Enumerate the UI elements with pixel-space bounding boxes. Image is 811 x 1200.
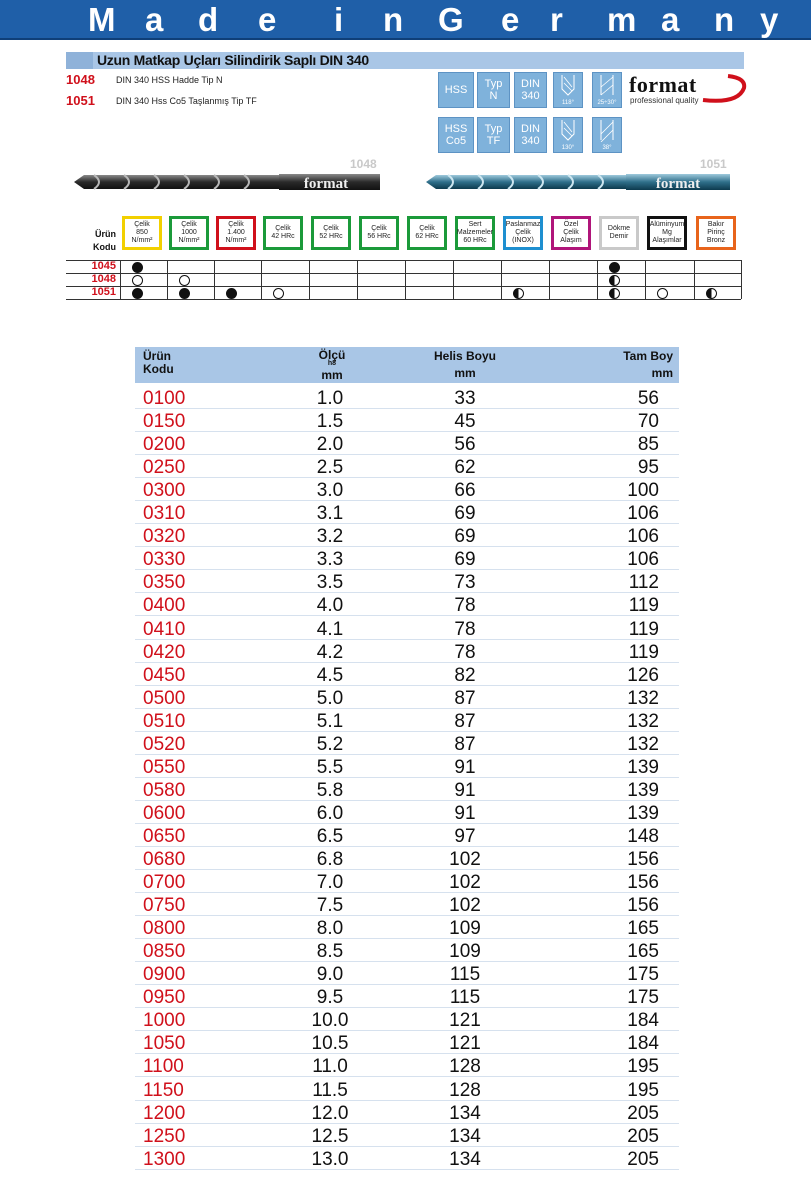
banner-letter: a [145,1,164,38]
table-row [135,569,679,593]
product-code-cell: 0350 [143,572,186,594]
table-rule [167,260,168,299]
size-cell: 4.2 [316,641,344,663]
total-length-cell: 119 [628,641,659,663]
empty-circle-icon [273,288,284,299]
badge-hss-co5: HSS Co5 [438,117,474,153]
total-length-cell: 156 [627,849,659,870]
flute-length-cell: 121 [449,1010,481,1032]
total-length-cell: 70 [637,411,659,433]
product-code-cell: 0580 [143,779,186,801]
material-column-header: Bakır Pirinç Bronz [696,216,736,250]
total-length-cell: 106 [627,549,659,571]
table-rule [120,260,121,299]
empty-circle-icon [132,275,143,286]
table-row [135,708,679,732]
filled-circle-icon [132,288,143,299]
table-row [135,869,679,893]
table-row [135,431,679,455]
drill-image-1051 [426,170,730,194]
size-cell: 4.1 [316,618,344,640]
banner-letter: n [714,1,735,38]
product-code-cell: 1150 [143,1079,184,1101]
table-rule [214,260,215,299]
material-column-header: Dökme Demir [599,216,639,250]
product-code-cell: 0750 [143,895,186,917]
size-cell: 11.0 [312,1056,348,1078]
table-row [135,662,679,686]
material-column-header: Çelik 1.400 N/mm² [216,216,256,250]
product-code-cell: 0300 [143,480,186,502]
banner-letter: M [88,1,116,38]
material-column-header: Çelik 42 HRc [263,216,303,250]
size-cell: 6.0 [316,802,344,824]
flute-length-cell: 109 [449,918,481,940]
material-column-header: Çelik 52 HRc [311,216,351,250]
table-row [135,1077,679,1101]
table-rule [597,260,598,299]
badge-din-340-2: DIN 340 [514,117,547,153]
total-length-cell: 195 [627,1056,659,1078]
drill-label-1051: 1051 [700,157,727,171]
size-cell: 9.0 [316,964,344,986]
half-circle-icon [513,288,524,299]
table-row [135,1007,679,1031]
helix-angle-38-icon: 38° [592,117,622,153]
size-cell: 5.2 [316,733,344,755]
product-code-cell: 0600 [143,802,186,824]
page-title: Uzun Matkap Uçları Silindirik Saplı DIN 340 [97,52,369,68]
table-rule [66,299,741,300]
table-rule [453,260,454,299]
flute-length-cell: 78 [454,618,476,640]
header-flute-length: Helis Boyu [433,349,496,363]
product-code-cell: 0550 [143,756,186,778]
banner-letter: y [760,1,779,38]
made-in-germany-banner [0,0,811,40]
table-row [135,477,679,501]
size-cell: 8.0 [316,918,344,940]
total-length-cell: 205 [627,1102,659,1124]
material-column-header: Paslanmaz Çelik (INOX) [503,216,543,250]
flute-length-cell: 109 [449,941,481,963]
header-total-unit: mm [651,366,673,380]
product-code-cell: 0420 [143,641,186,663]
flute-length-cell: 121 [449,1033,481,1055]
filled-circle-icon [179,288,190,299]
flute-length-cell: 91 [454,779,476,801]
flute-length-cell: 69 [454,549,476,571]
table-row [135,1123,679,1147]
banner-letter: i [334,1,344,38]
flute-length-cell: 78 [454,595,476,617]
flute-length-cell: 56 [454,434,476,456]
product-code-cell: 0400 [143,595,186,617]
table-rule [405,260,406,299]
total-length-cell: 119 [628,595,659,617]
size-cell: 3.0 [316,480,344,502]
total-length-cell: 119 [628,618,659,640]
banner-letter: a [661,1,680,38]
badge-din-340: DIN 340 [514,72,547,108]
size-cell: 1.0 [316,388,344,409]
size-cell: 2.5 [316,457,344,479]
banner-letter: G [438,1,464,38]
drill-shank-text-1048: format [303,176,349,192]
table-rule [694,260,695,299]
product-code-cell: 0200 [143,434,186,456]
material-column-header: Çelik 62 HRc [407,216,447,250]
size-cell: 5.0 [316,687,344,709]
total-length-cell: 175 [627,964,659,986]
size-cell: 4.0 [316,595,344,617]
size-cell: 10.0 [311,1010,349,1032]
drill-label-1048: 1048 [350,157,377,171]
header-size-tolerance: h8 [327,360,337,367]
product-code-cell: 0410 [143,618,186,640]
size-cell: 6.5 [316,825,344,847]
flute-length-cell: 78 [454,641,476,663]
drill-shank-text-1051: format [655,176,701,192]
material-column-header: Çelik 850 N/mm² [122,216,162,250]
header-total-length: Tam Boy [623,349,673,363]
badge-typ-n: Typ N [477,72,510,108]
material-column-header: Sert Malzemeler 60 HRc [455,216,495,250]
product-code-cell: 0310 [143,503,186,525]
total-length-cell: 184 [627,1033,659,1055]
table-row [135,984,679,1008]
product-code-cell: 1000 [143,1010,186,1032]
product-code-cell: 0450 [143,664,186,686]
flute-length-cell: 91 [454,756,476,778]
total-length-cell: 132 [627,733,659,755]
banner-letter: d [198,1,219,38]
table-row [135,731,679,755]
empty-circle-icon [179,275,190,286]
flute-length-cell: 102 [449,872,481,894]
filled-circle-icon [609,262,620,273]
banner-letter: m [607,1,637,38]
table-rule [261,260,262,299]
table-row [135,938,679,962]
product-code-1048: 1048 [66,72,95,87]
header-product-code: Ürün Kodu [143,349,174,376]
point-angle-130-icon: 130° [553,117,583,153]
product-code-cell: 0500 [143,687,186,709]
size-cell: 2.0 [316,434,344,456]
flute-length-cell: 82 [454,664,476,686]
flute-length-cell: 33 [454,388,476,409]
table-row [135,800,679,824]
product-code-cell: 0680 [143,849,186,870]
size-cell: 5.8 [316,779,344,801]
table-row [135,754,679,778]
sizes-table-header [135,347,679,383]
half-circle-icon [609,288,620,299]
size-cell: 12.5 [311,1125,349,1147]
flute-length-cell: 87 [454,733,476,755]
total-length-cell: 112 [628,572,659,594]
material-column-header: Özel Çelik Alaşım [551,216,591,250]
header-size-unit: mm [321,368,343,382]
total-length-cell: 205 [627,1125,659,1147]
half-circle-icon [706,288,717,299]
product-code-cell: 0510 [143,710,186,732]
flute-length-cell: 87 [454,710,476,732]
product-code-cell: 0320 [143,526,186,548]
product-code-cell: 0100 [143,388,186,409]
total-length-cell: 106 [627,526,659,548]
product-code-cell: 0150 [143,411,186,433]
point-angle-118-icon: 118° [553,72,583,108]
flute-length-cell: 134 [449,1125,481,1147]
total-length-cell: 139 [627,779,659,801]
size-cell: 11.5 [312,1079,348,1101]
product-code-cell: 1100 [143,1056,184,1078]
size-cell: 4.5 [316,664,344,686]
material-row-code: 1051 [91,286,116,298]
product-code-cell: 1250 [143,1125,186,1147]
table-row [135,616,679,640]
flute-length-cell: 115 [449,987,481,1009]
header-size: Ölçü [318,348,346,362]
size-cell: 5.1 [316,710,344,732]
format-logo: format professional quality [628,72,748,108]
table-row [135,1053,679,1077]
size-cell: 3.2 [316,526,344,548]
banner-letter: e [258,1,277,38]
flute-length-cell: 73 [454,572,476,594]
flute-length-cell: 134 [449,1102,481,1124]
size-cell: 5.5 [316,756,344,778]
flute-length-cell: 102 [449,849,481,870]
size-cell: 8.5 [316,941,344,963]
product-code-cell: 1200 [143,1102,186,1124]
total-length-cell: 156 [627,895,659,917]
table-row [135,1100,679,1124]
table-row [135,961,679,985]
table-row [135,385,679,409]
total-length-cell: 95 [637,457,659,479]
table-row [135,523,679,547]
drill-image-1048 [74,170,380,194]
filled-circle-icon [132,262,143,273]
table-row [135,500,679,524]
table-rule [645,260,646,299]
total-length-cell: 165 [627,941,659,963]
size-cell: 3.5 [316,572,344,594]
product-code-cell: 0520 [143,733,186,755]
total-length-cell: 126 [627,664,659,686]
total-length-cell: 100 [627,480,659,502]
product-code-cell: 0700 [143,872,186,894]
size-cell: 12.0 [311,1102,349,1124]
total-length-cell: 165 [627,918,659,940]
total-length-cell: 139 [627,802,659,824]
material-column-header: Çelik 56 HRc [359,216,399,250]
size-cell: 13.0 [311,1148,349,1170]
table-rule [741,260,742,299]
product-code-cell: 0900 [143,964,186,986]
total-length-cell: 148 [627,825,659,847]
total-length-cell: 132 [627,710,659,732]
material-row-code: 1045 [91,260,116,272]
table-row [135,777,679,801]
banner-letter: e [501,1,520,38]
flute-length-cell: 66 [454,480,476,502]
total-length-cell: 184 [627,1010,659,1032]
table-row [135,685,679,709]
total-length-cell: 106 [627,503,659,525]
size-cell: 1.5 [316,411,344,433]
total-length-cell: 56 [637,388,659,409]
size-cell: 10.5 [311,1033,349,1055]
flute-length-cell: 69 [454,526,476,548]
table-row [135,454,679,478]
table-row [135,823,679,847]
table-rule [549,260,550,299]
total-length-cell: 175 [627,987,659,1009]
size-cell: 6.8 [316,849,344,870]
size-cell: 3.3 [316,549,344,571]
total-length-cell: 85 [637,434,659,456]
total-length-cell: 156 [627,872,659,894]
badge-hss: HSS [438,72,474,108]
banner-letter: r [550,1,563,38]
flute-length-cell: 87 [454,687,476,709]
helix-angle-25-30-icon: 25÷30° [592,72,622,108]
product-code-cell: 0330 [143,549,186,571]
product-desc-1051: DIN 340 Hss Co5 Taşlanmış Tip TF [116,96,257,106]
table-row [135,1146,679,1170]
flute-length-cell: 45 [454,411,476,433]
table-row [135,546,679,570]
material-row-code: 1048 [91,273,116,285]
product-desc-1048: DIN 340 HSS Hadde Tip N [116,75,223,85]
table-row [135,846,679,870]
product-code-cell: 1050 [143,1033,186,1055]
total-length-cell: 205 [627,1148,659,1170]
flute-length-cell: 128 [449,1079,481,1101]
product-code-cell: 1300 [143,1148,186,1170]
size-cell: 7.0 [316,872,344,894]
material-column-header: Çelik 1000 N/mm² [169,216,209,250]
flute-length-cell: 69 [454,503,476,525]
product-code-cell: 0800 [143,918,186,940]
flute-length-cell: 62 [454,457,476,479]
table-rule [309,260,310,299]
product-code-1051: 1051 [66,93,95,108]
size-cell: 9.5 [316,987,344,1009]
table-rule [501,260,502,299]
material-header-code: Ürün Kodu [93,229,116,252]
total-length-cell: 132 [627,687,659,709]
total-length-cell: 139 [627,756,659,778]
banner-letter: n [383,1,404,38]
flute-length-cell: 97 [454,825,476,847]
flute-length-cell: 134 [449,1148,481,1170]
product-code-cell: 0650 [143,825,186,847]
table-row [135,408,679,432]
flute-length-cell: 102 [449,895,481,917]
size-cell: 3.1 [316,503,344,525]
total-length-cell: 195 [627,1079,659,1101]
header-flute-unit: mm [454,366,476,380]
product-code-cell: 0250 [143,457,186,479]
title-marker [66,52,93,69]
table-row [135,639,679,663]
product-code-cell: 0950 [143,987,186,1009]
table-row [135,1030,679,1054]
badge-typ-tf: Typ TF [477,117,510,153]
flute-length-cell: 115 [449,964,481,986]
product-code-cell: 0850 [143,941,186,963]
half-circle-icon [609,275,620,286]
table-rule [357,260,358,299]
table-row [135,592,679,616]
table-row [135,915,679,939]
filled-circle-icon [226,288,237,299]
flute-length-cell: 91 [454,802,476,824]
table-row [135,892,679,916]
flute-length-cell: 128 [449,1056,481,1078]
size-cell: 7.5 [316,895,344,917]
empty-circle-icon [657,288,668,299]
material-column-header: Alüminyum Mg Alaşımlar [647,216,687,250]
